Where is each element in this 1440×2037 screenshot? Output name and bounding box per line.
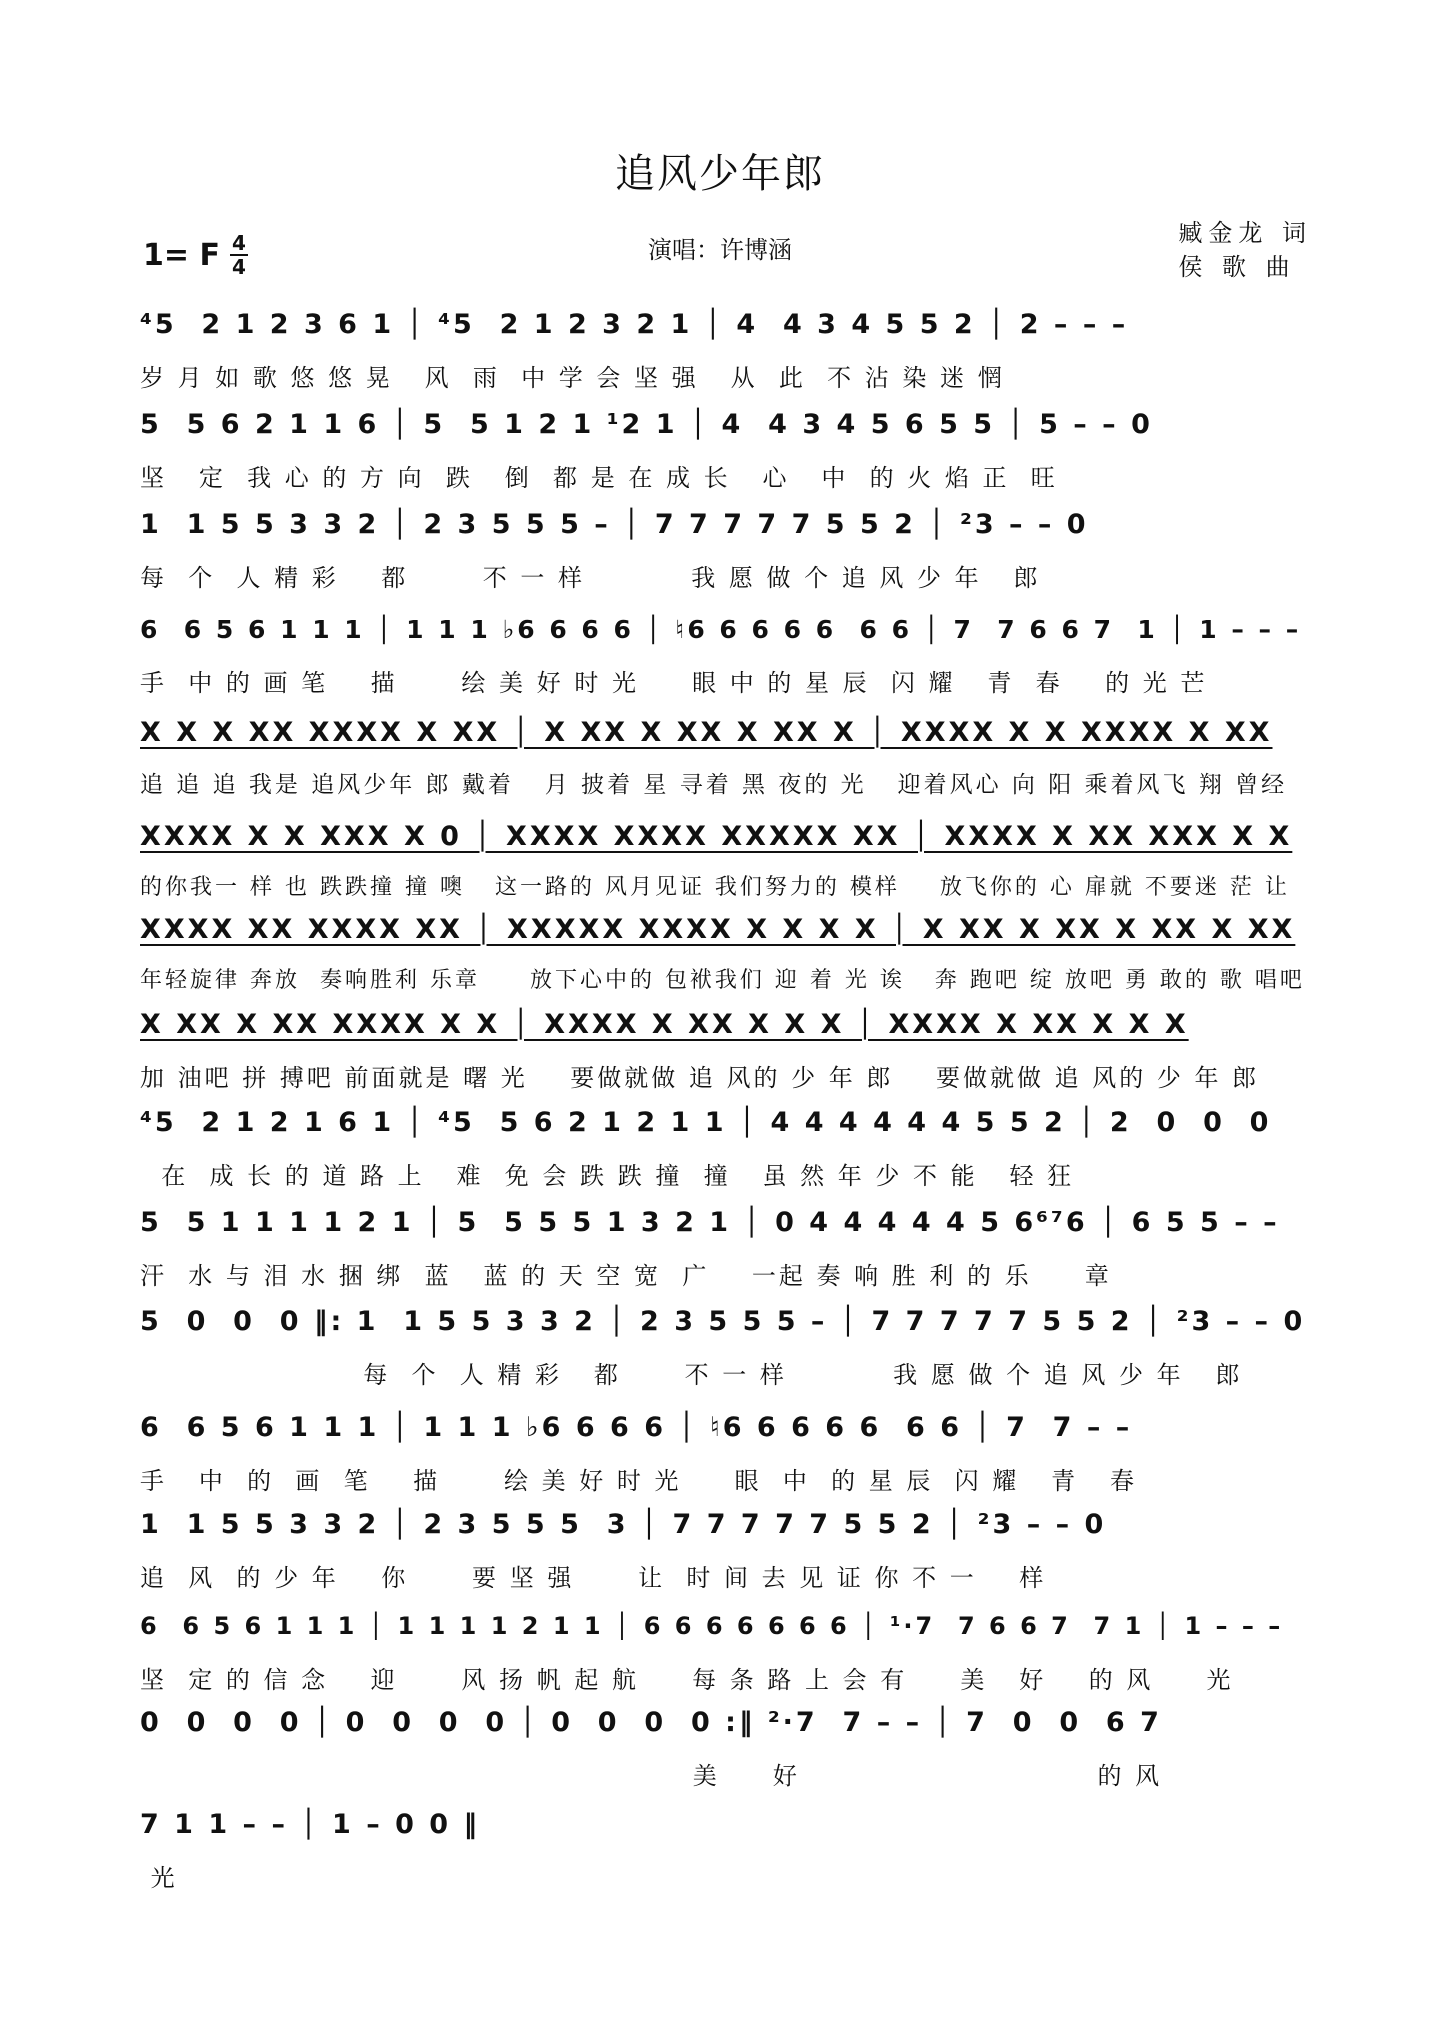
notation-line: 6 6 5 6 1 1 1 │ 1 1 1 ♭6 6 6 6 │ ♮6 6 6 6 6 6 6 │ 7 7 – – xyxy=(140,1411,1133,1443)
lyric-line: 光 xyxy=(140,1864,178,1892)
lyric-line: 每 个 人 精 彩 都 不 一 样 我 愿 做 个 追 风 少 年 郎 xyxy=(140,564,1041,592)
notation-line: 7 1 1 – – │ 1 – 0 0 ‖ xyxy=(140,1808,480,1840)
key-label: 1= F xyxy=(143,237,220,273)
lyricist-credit: 臧金龙 词 xyxy=(1178,219,1312,247)
notation-line: 5 0 0 0 ‖: 1 1 5 5 3 3 2 │ 2 3 5 5 5 – │ 7 7 7 7 7 5 5 2 │ ²3 – – 0 xyxy=(140,1305,1306,1337)
lyric-line: 手 中 的 画 笔 描 绘 美 好 时 光 眼 中 的 星 辰 闪 耀 青 春 xyxy=(140,1467,1138,1495)
lyric-line: 年轻旋律 奔放 奏响胜利 乐章 放下心中的 包袱我们 迎 着 光 诶 奔 跑吧 绽 放吧 勇 敢的 歌 唱吧 xyxy=(140,968,1305,993)
notation-line: 1 1 5 5 3 3 2 │ 2 3 5 5 5 – │ 7 7 7 7 7 5 5 2 │ ²3 – – 0 xyxy=(140,508,1089,540)
rhythm-line: XXXX XX XXXX XX │ XXXXX XXXX X X X X │ X XX X XX X XX X XX xyxy=(140,913,1296,945)
lyric-line: 岁 月 如 歌 悠 悠 晃 风 雨 中 学 会 坚 强 从 此 不 沾 染 迷 惘 xyxy=(140,364,1005,392)
lyric-line: 追 追 追 我是 追风少年 郎 戴着 月 披着 星 寻着 黑 夜的 光 迎着风心 向 阳 乘着风飞 翔 曾经 xyxy=(140,772,1288,798)
rhythm-line: XXXX X X XXX X 0 │ XXXX XXXX XXXXX XX │ XXXX X XX XXX X X xyxy=(140,820,1293,852)
singer-credit: 演唱：许博涵 xyxy=(648,236,792,264)
lyric-line: 坚 定 的 信 念 迎 风 扬 帆 起 航 每 条 路 上 会 有 美 好 的 风 光 xyxy=(140,1666,1234,1694)
rhythm-line: X XX X XX XXXX X X │ XXXX X XX X X X │ XXXX X XX X X X xyxy=(140,1008,1189,1040)
lyric-line: 在 成 长 的 道 路 上 难 免 会 跌 跌 撞 撞 虽 然 年 少 不 能 轻 狂 xyxy=(140,1162,1075,1190)
notation-line: 6 6 5 6 1 1 1 │ 1 1 1 1 2 1 1 │ 6 6 6 6 6 6 6 │ ¹·7 7 6 6 7 7 1 │ 1 – – – xyxy=(140,1612,1284,1640)
notation-line: 5 5 6 2 1 1 6 │ 5 5 1 2 1 ¹2 1 │ 4 4 3 4 5 6 5 5 │ 5 – – 0 xyxy=(140,408,1153,440)
lyric-line: 加 油吧 拼 搏吧 前面就是 曙 光 要做就做 追 风的 少 年 郎 要做就做 追 风的 少 年 郎 xyxy=(140,1064,1260,1092)
lyric-line: 美 好 的 风 xyxy=(140,1762,1163,1790)
time-denominator: 4 xyxy=(231,255,246,279)
lyric-line: 每 个 人 精 彩 都 不 一 样 我 愿 做 个 追 风 少 年 郎 xyxy=(140,1361,1243,1389)
composer-credit: 侯 歌 曲 xyxy=(1178,253,1296,281)
rhythm-line: X X X XX XXXX X XX │ X XX X XX X XX X │ XXXX X X XXXX X XX xyxy=(140,716,1273,748)
lyric-line: 手 中 的 画 笔 描 绘 美 好 时 光 眼 中 的 星 辰 闪 耀 青 春 的 光 芒 xyxy=(140,669,1208,697)
lyric-line: 坚 定 我 心 的 方 向 跌 倒 都 是 在 成 长 心 中 的 火 焰 正 旺 xyxy=(140,464,1058,492)
credits xyxy=(1178,216,1312,284)
notation-line: ⁴5 2 1 2 1 6 1 │ ⁴5 5 6 2 1 2 1 1 │ 4 4 4 4 4 4 5 5 2 │ 2 0 0 0 xyxy=(140,1106,1272,1138)
notation-line: ⁴5 2 1 2 3 6 1 │ ⁴5 2 1 2 3 2 1 │ 4 4 3 4 5 5 2 │ 2 – – – xyxy=(140,308,1129,340)
lyric-line: 追 风 的 少 年 你 要 坚 强 让 时 间 去 见 证 你 不 一 样 xyxy=(140,1564,1047,1592)
time-numerator: 4 xyxy=(231,231,246,255)
lyric-line: 的你我一 样 也 跌跌撞 撞 噢 这一路的 风月见证 我们努力的 模样 放飞你的 心 扉就 不要迷 茫 让 xyxy=(140,875,1290,900)
notation-line: 6 6 5 6 1 1 1 │ 1 1 1 ♭6 6 6 6 │ ♮6 6 6 6 6 6 6 │ 7 7 6 6 7 1 │ 1 – – – xyxy=(140,614,1302,644)
notation-line: 5 5 1 1 1 1 2 1 │ 5 5 5 5 1 3 2 1 │ 0 4 4 4 4 4 5 6⁶⁷6 │ 6 5 5 – – xyxy=(140,1206,1280,1238)
lyric-line: 汗 水 与 泪 水 捆 绑 蓝 蓝 的 天 空 宽 广 一起 奏 响 胜 利 的 乐 章 xyxy=(140,1262,1112,1290)
song-title: 追风少年郎 xyxy=(615,151,825,197)
notation-line: 0 0 0 0 │ 0 0 0 0 │ 0 0 0 0 :‖ ²·7 7 – – │ 7 0 0 6 7 xyxy=(140,1706,1162,1738)
notation-line: 1 1 5 5 3 3 2 │ 2 3 5 5 5 3 │ 7 7 7 7 7 5 5 2 │ ²3 – – 0 xyxy=(140,1508,1107,1540)
